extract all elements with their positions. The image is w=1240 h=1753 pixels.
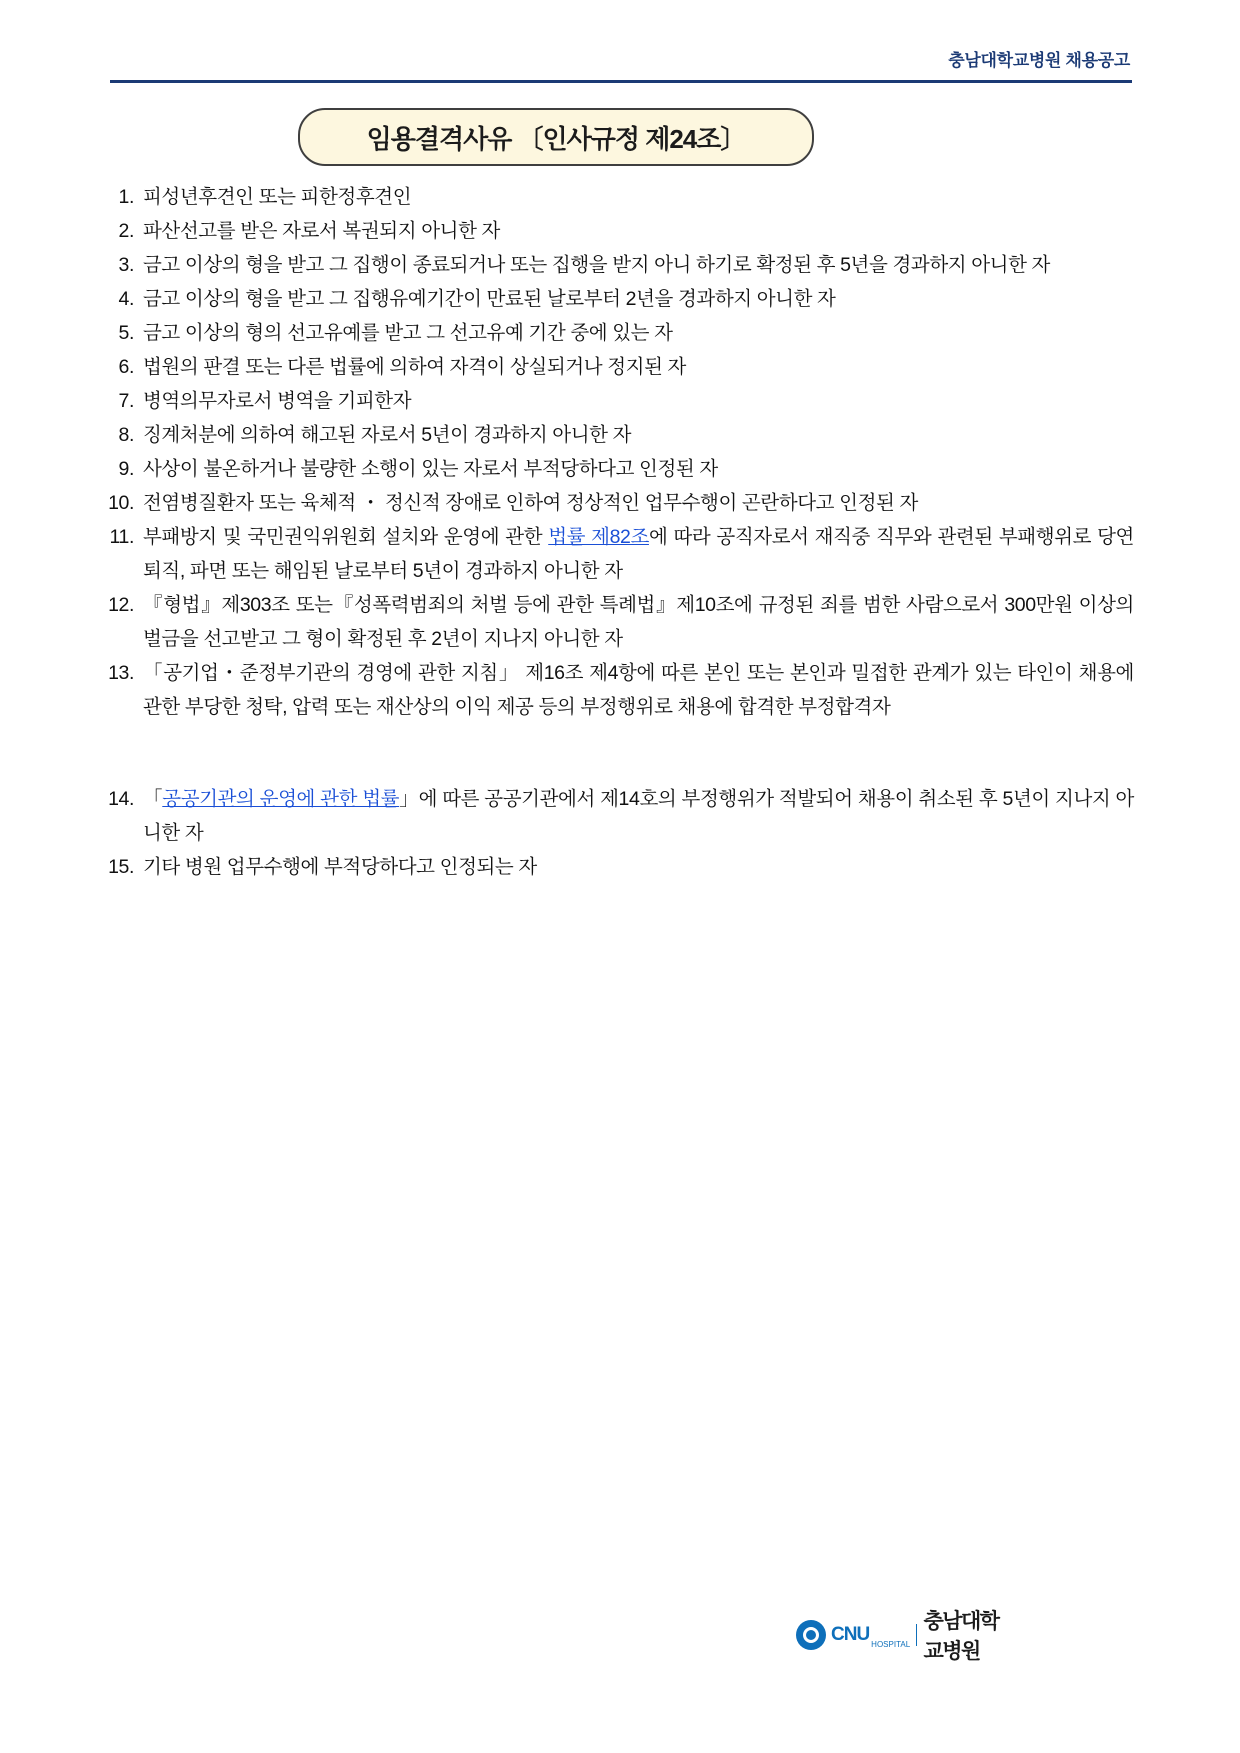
- list-item-number: 5.: [118, 322, 134, 344]
- title-box: [298, 108, 814, 166]
- law-link-anticorruption[interactable]: 법률 제82조: [548, 526, 649, 548]
- list-item-number: 3.: [118, 254, 134, 276]
- clause-text-pre: 부패방지 및 국민권익위원회 설치와 운영에 관한: [143, 526, 549, 548]
- logo-hospital-text: HOSPITAL: [871, 1640, 911, 1649]
- logo-divider: [916, 1624, 917, 1646]
- clause-text-post: 」에 따른 공공기관에서 제14호의 부정행위가 적발되어 채용이 취소된 후 5년이 지나지 아니한 자: [143, 788, 1134, 844]
- list-item-number: 9.: [118, 458, 134, 480]
- list-item: [106, 588, 1134, 656]
- list-item-text: 금고 이상의 형을 받고 그 집행유예기간이 만료된 날로부터 2년을 경과하지 아니한 자: [143, 288, 836, 310]
- list-item-text: 『형법』제303조 또는『성폭력범죄의 처벌 등에 관한 특례법』제10조에 규정된 죄를 범한 사람으로서 300만원 이상의 벌금을 선고받고 그 형이 확정된 후 2년이 지나지 아니한 자: [143, 594, 1134, 650]
- clause-text-post: 에 따라 공직자로서 재직중 직무와 관련된 부패행위로 당연퇴직, 파면 또는 해임된 날로부터 5년이 경과하지 아니한 자: [143, 526, 1134, 582]
- list-item: [106, 384, 1134, 418]
- logo-hospital-name: 충남대학교병원: [923, 1610, 999, 1663]
- clause-text-pre: 「: [143, 788, 163, 810]
- hospital-emblem-icon: [796, 1620, 826, 1650]
- list-item: [106, 486, 1134, 520]
- list-item: [106, 418, 1134, 452]
- list-item-number: 12.: [108, 594, 134, 616]
- list-item: [106, 282, 1134, 316]
- list-item-number: 2.: [118, 220, 134, 242]
- list-item-text: 금고 이상의 형을 받고 그 집행이 종료되거나 또는 집행을 받지 아니 하기로 확정된 후 5년을 경과하지 아니한 자: [143, 254, 1050, 276]
- list-item-number: 11.: [109, 526, 134, 548]
- header-title: 충남대학교병원 채용공고: [948, 51, 1130, 70]
- list-item-text: [143, 782, 1134, 850]
- list-item: [106, 350, 1134, 384]
- list-item-number: 4.: [118, 288, 134, 310]
- list-item: [106, 248, 1134, 282]
- list-item-text: 금고 이상의 형의 선고유예를 받고 그 선고유예 기간 중에 있는 자: [143, 322, 673, 344]
- law-link-public-institution[interactable]: 공공기관의 운영에 관한 법률: [162, 788, 400, 810]
- page-title: 임용결격사유 〔인사규정 제24조〕: [366, 123, 746, 154]
- list-item-text: 전염병질환자 또는 육체적 ・ 정신적 장애로 인하여 정상적인 업무수행이 곤란하다고 인정된 자: [143, 492, 918, 514]
- list-item-number: 1.: [118, 186, 134, 208]
- list-item-text: 사상이 불온하거나 불량한 소행이 있는 자로서 부적당하다고 인정된 자: [143, 458, 718, 480]
- clause-list: [106, 180, 1134, 884]
- list-item-text: [143, 520, 1134, 588]
- list-item: [106, 316, 1134, 350]
- list-item: [106, 656, 1134, 724]
- list-item-number: 10.: [108, 492, 134, 514]
- list-item: [106, 452, 1134, 486]
- header-divider: [110, 80, 1132, 83]
- list-item: [106, 782, 1134, 850]
- list-item-text: 피성년후견인 또는 피한정후견인: [143, 186, 412, 208]
- document-header: [110, 46, 1130, 71]
- footer-logo: [796, 1610, 1008, 1663]
- list-item-number: 6.: [118, 356, 134, 378]
- list-item-number: 15.: [108, 856, 134, 878]
- list-item-text: 기타 병원 업무수행에 부적당하다고 인정되는 자: [143, 856, 537, 878]
- list-item-text: 「공기업・준정부기관의 경영에 관한 지침」 제16조 제4항에 따른 본인 또는 본인과 밀접한 관계가 있는 타인이 채용에 관한 부당한 청탁, 압력 또는 재산상의 이익 제공 등의 부정행위로 채용에 합격한 부정합격자: [143, 662, 1134, 718]
- list-item-number: 8.: [118, 424, 134, 446]
- list-item-number: 14.: [108, 788, 134, 810]
- list-item-text: 징계처분에 의하여 해고된 자로서 5년이 경과하지 아니한 자: [143, 424, 632, 446]
- list-item-text: 법원의 판결 또는 다른 법률에 의하여 자격이 상실되거나 정지된 자: [143, 356, 686, 378]
- list-item-text: 병역의무자로서 병역을 기피한자: [143, 390, 412, 412]
- list-item: [106, 850, 1134, 884]
- list-item-text: 파산선고를 받은 자로서 복권되지 아니한 자: [143, 220, 500, 242]
- list-item: [106, 520, 1134, 588]
- list-item-number: 7.: [118, 390, 134, 412]
- list-item: [106, 214, 1134, 248]
- list-item-number: 13.: [108, 662, 134, 684]
- section-spacer: [106, 724, 1134, 782]
- list-item: [106, 180, 1134, 214]
- logo-cnu-text: CNU: [831, 1624, 870, 1645]
